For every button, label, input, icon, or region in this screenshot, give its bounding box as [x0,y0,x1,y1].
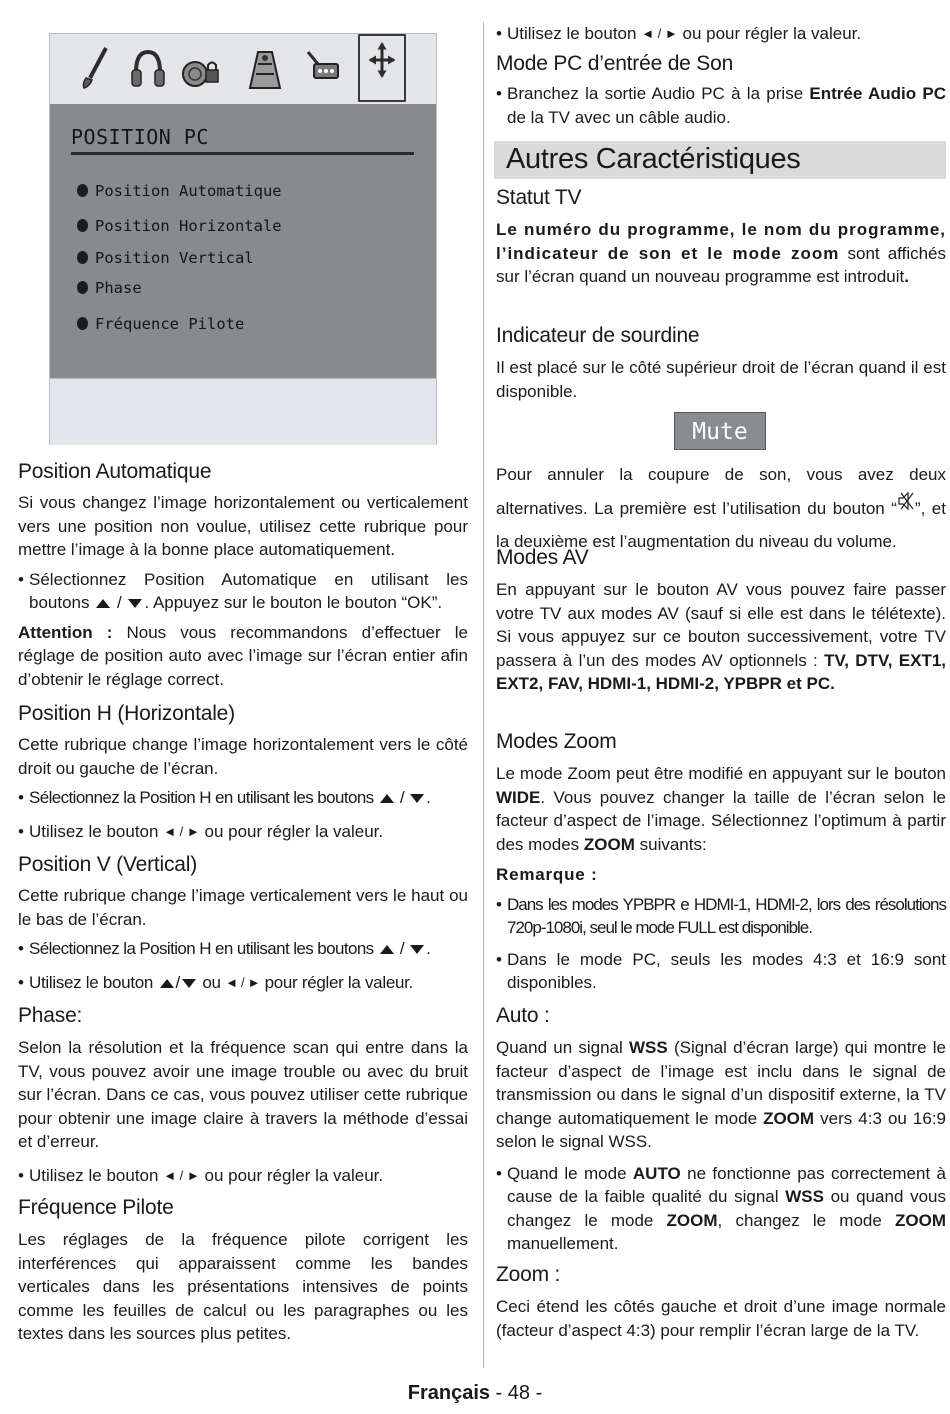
heading-position-v: Position V (Vertical) [18,853,198,876]
heading-pc-audio: Mode PC d’entrée de Son [496,52,734,75]
text-span: Utilisez le bouton [507,24,637,43]
text-span: . [426,788,431,807]
section-zoom [496,1263,946,1342]
section-position-h [18,702,468,843]
settings-tools-icon [242,44,286,92]
heading-modes-zoom: Modes Zoom [496,730,617,753]
bullet-item: • Quand le mode AUTO ne fonctionne pas correctement à cause de la faible qualité du signal WSS ou quand vous changez le mode ZOOM, changez le mode ZOOM manuellement. [496,1163,946,1253]
menu-item-label: Phase [95,279,142,297]
text-span: ou pour régler la valeur. [199,821,384,841]
text-span: . [426,939,431,958]
bullet-item: • Sélectionnez Position Automatique en utilisant les boutons / . Appuyez sur le bouton le bouton “OK”. [18,569,468,612]
bullet-item: • Branchez la sortie Audio PC à la prise Entrée Audio PC de la TV avec un câble audio. [496,84,946,127]
text-span: ou quand vous changez le mode [507,1187,946,1230]
paragraph: Les réglages de la fréquence pilote corrigent les interférences qui apparaissent comme les bandes verticales dans les présentations intensives de points comme les feuilles de calcul ou les paragraphes ou les textes dans les sources plus petites. [18,1230,468,1343]
text-span: ou pour régler la valeur. [199,1165,384,1185]
up-arrow-icon [160,979,174,988]
text-span: suivants: [634,834,707,854]
column-divider [483,22,484,1368]
footer-language: Français [407,1382,490,1404]
section-pc-audio [496,52,946,129]
remarque-label: Remarque : [496,865,598,884]
menu-item-label: Position Automatique [95,182,282,200]
text-span: vers 4:3 ou 16:9 selon le signal WSS. [496,1108,946,1151]
down-arrow-icon [410,794,424,803]
mute-icon [897,491,915,511]
menu-item-label: Position Horizontale [95,217,282,235]
top-bullet [496,22,946,46]
menu-item-label: Position Vertical [95,249,254,267]
text-span: Sélectionnez la Position H en utilisant les boutons [29,939,374,958]
bullet-item: • Utilisez le bouton ◄ / ► ou pour régler la valeur. [18,821,384,841]
menu-item-label: Fréquence Pilote [95,315,245,333]
text-span: Utilisez le bouton [29,821,159,841]
text-span: Nous vous recommandons d’effectuer le réglage de position auto avec l’image sur l’écran entier afin d’obtenir le réglage correct. [18,622,468,689]
text-span: Utilisez le bouton [29,1165,159,1185]
text-span: Quand un signal [496,1038,630,1057]
bullet-item: • Utilisez le bouton / ou ◄ / ► pour régler la valeur. [18,972,413,992]
down-arrow-icon [128,599,142,608]
text-span: Sélectionnez la Position H en utilisant les boutons [29,788,374,807]
text-span: sont affichés sur l’écran quand un nouveau programme est introduit [496,243,947,286]
up-arrow-icon [380,794,394,803]
section-position-v [18,853,468,994]
left-right-arrows-icon: ◄ / ► [163,1167,200,1183]
lock-icon [178,44,222,92]
down-arrow-icon [410,945,424,954]
text-span: ou [197,972,226,992]
menu-title: POSITION PC [71,125,209,149]
up-arrow-icon [380,945,394,954]
menu-footer-area [50,378,436,445]
paragraph [496,762,946,856]
text-span: manuellement. [507,1234,619,1253]
menu-icon-bar [50,34,436,104]
left-right-arrows-icon: ◄ / ► [641,26,678,41]
section-modes-av [496,546,946,696]
bullet-item: • Utilisez le bouton ◄ / ► ou pour régler la valeur. [496,24,862,43]
text-span: ZOOM [666,1210,718,1230]
text-span: pour régler la valeur. [260,972,413,992]
heading-statut-tv: Statut TV [496,186,582,209]
paragraph [496,1036,946,1154]
attention-note [18,621,468,692]
bullet-item: • Dans le mode PC, seuls les modes 4:3 et 16:9 sont disponibles. [496,949,946,992]
bullet-dot [77,281,88,294]
section-band [494,141,946,179]
left-right-arrows-icon: ◄ / ► [225,974,261,990]
paragraph: Il est placé sur le côté supérieur droit de l’écran quand il est disponible. [496,358,946,401]
mute-instructions [496,458,946,558]
text-span: ou pour régler la valeur. [677,24,862,43]
bullet-item: • Utilisez le bouton ◄ / ► ou pour régler la valeur. [18,1165,384,1185]
text-span: / [116,593,122,612]
menu-item-phase [77,279,142,297]
paragraph: Cette rubrique change l’image horizontalement vers le côté droit ou gauche de l’écran. [18,735,468,778]
text-span: ZOOM [895,1210,946,1230]
bullet-dot [77,317,88,330]
paragraph [496,218,946,289]
text-span: WIDE [496,787,541,807]
paragraph: Ceci étend les côtés gauche et droit d’une image normale (facteur d’aspect 4:3) pour remplir l’écran large de la TV. [496,1297,946,1340]
section-title: Autres Caractéristiques [506,143,801,175]
osd-menu-illustration [49,33,437,445]
text-span: / [399,788,404,807]
mute-indicator: Mute [674,412,766,450]
source-arrows-icon [358,34,406,102]
section-sourdine [496,324,946,403]
text-span: AUTO [632,1163,681,1183]
connection-icon [300,44,344,92]
text-span: . Appuyez sur le bouton le bouton “OK”. [144,593,443,612]
section-statut-tv [496,186,946,289]
text-span: (Signal d’écran large) qui montre le facteur d’aspect de l’image est inclu dans le signal de transmission ou dans le signal d’un dispositif externe, la TV change automatiquement le mode [496,1038,946,1128]
text-span: Dans le mode PC, seuls les modes 4:3 et 16:9 sont disponibles. [507,949,946,992]
heading-auto: Auto : [496,1004,550,1027]
menu-item-frequence-pilote [77,315,244,333]
menu-item-position-horizontale [77,217,282,235]
text-span: ”, et la deuxième est l’augmentation du niveau du volume. [496,499,946,551]
text-span: Sélectionnez Position Automatique en utilisant les boutons [29,569,468,612]
text-span: WSS [785,1187,824,1206]
heading-modes-av: Modes AV [496,546,589,569]
text-span: Branchez la sortie Audio PC à la prise [507,84,810,103]
menu-title-rule [71,152,414,155]
bullet-item: • Sélectionnez la Position H en utilisant les boutons / . [18,939,431,958]
heading-frequence-pilote: Fréquence Pilote [18,1196,174,1219]
heading-position-h: Position H (Horizontale) [18,702,235,725]
text-span: Utilisez le bouton [29,972,154,992]
text-span: En appuyant sur le bouton AV vous pouvez faire passer votre TV aux modes AV (sauf si elle est dans le télétexte). Si vous appuyez sur ce bouton successivement, votre TV passera à l’un des modes AV optionnels : [496,580,946,670]
heading-position-automatique: Position Automatique [18,460,212,483]
text-span: . Vous pouvez changer la taille de l’écran selon le facteur d’aspect de l’image. Sélectionnez l’optimum à partir des modes [496,787,946,854]
paragraph: Si vous changez l’image horizontalement ou verticalement vers une position non voulue, utilisez cette rubrique pour mettre l’image à la bonne place automatiquement. [18,493,468,559]
section-modes-zoom [496,730,946,995]
heading-phase: Phase: [18,1004,83,1027]
text-span: Le numéro du programme, le nom du programme, l’indicateur de son et le mode zoom [496,220,946,263]
heading-zoom: Zoom : [496,1263,561,1286]
bullet-dot [77,219,88,232]
bullet-item: • Dans les modes YPBPR e HDMI-1, HDMI-2, lors des résolutions 720p-1080i, seul le mode FULL est disponible. [496,894,946,937]
text-span: , changez le mode [717,1210,895,1230]
bullet-dot [77,251,88,264]
text-span: ZOOM [763,1108,815,1128]
paragraph: Cette rubrique change l’image verticalement vers le haut ou le bas de l’écran. [18,886,468,929]
section-frequence-pilote [18,1196,468,1346]
text-span: ZOOM [583,834,635,854]
heading-sourdine: Indicateur de sourdine [496,324,700,347]
brush-icon [76,44,120,92]
attention-label: Attention : [18,622,113,642]
text-span: WSS [629,1038,668,1057]
text-span: Pour annuler la coupure de son, vous avez deux alternatives. La première est l’utilisation du bouton “ [496,465,946,518]
menu-item-position-automatique [77,182,282,200]
text-span: Le mode Zoom peut être modifié en appuyant sur le bouton [496,764,946,783]
paragraph [496,458,946,558]
bullet-item: • Sélectionnez la Position H en utilisant les boutons / . [18,788,431,807]
paragraph [496,578,946,696]
text-span: Quand le mode [507,1163,633,1183]
bullet-dot [77,184,88,197]
section-auto [496,1004,946,1256]
text-span: ne fonctionne pas correctement à cause de la faible qualité du signal [507,1163,946,1206]
menu-item-position-vertical [77,249,254,267]
page-footer [0,1382,950,1405]
menu-panel [50,104,436,378]
text-span: Entrée Audio PC [809,84,946,103]
section-phase [18,1004,468,1187]
paragraph: Selon la résolution et la fréquence scan qui entre dans la TV, vous pouvez avoir une image trouble ou avec du bruit sur l’écran. Dans ce cas, vous pouvez utiliser cette rubrique pour obtenir une image claire à travers la méthode d’essai et d’erreur. [18,1038,468,1151]
left-right-arrows-icon: ◄ / ► [163,823,200,839]
down-arrow-icon [182,979,196,988]
text-span: . [904,267,909,286]
headphones-icon [126,44,170,92]
text-span: Dans les modes YPBPR e HDMI-1, HDMI-2, lors des résolutions 720p-1080i, seul le mode FULL est disponible. [507,894,946,937]
text-span: / [399,939,404,958]
text-span: / [175,972,180,992]
text-span: de la TV avec un câble audio. [507,107,731,127]
up-arrow-icon [96,599,110,608]
page-number: - 48 - [490,1382,543,1404]
text-span: TV, DTV, EXT1, EXT2, FAV, HDMI-1, HDMI-2, YPBPR et PC. [496,650,946,693]
section-position-automatique [18,460,468,691]
